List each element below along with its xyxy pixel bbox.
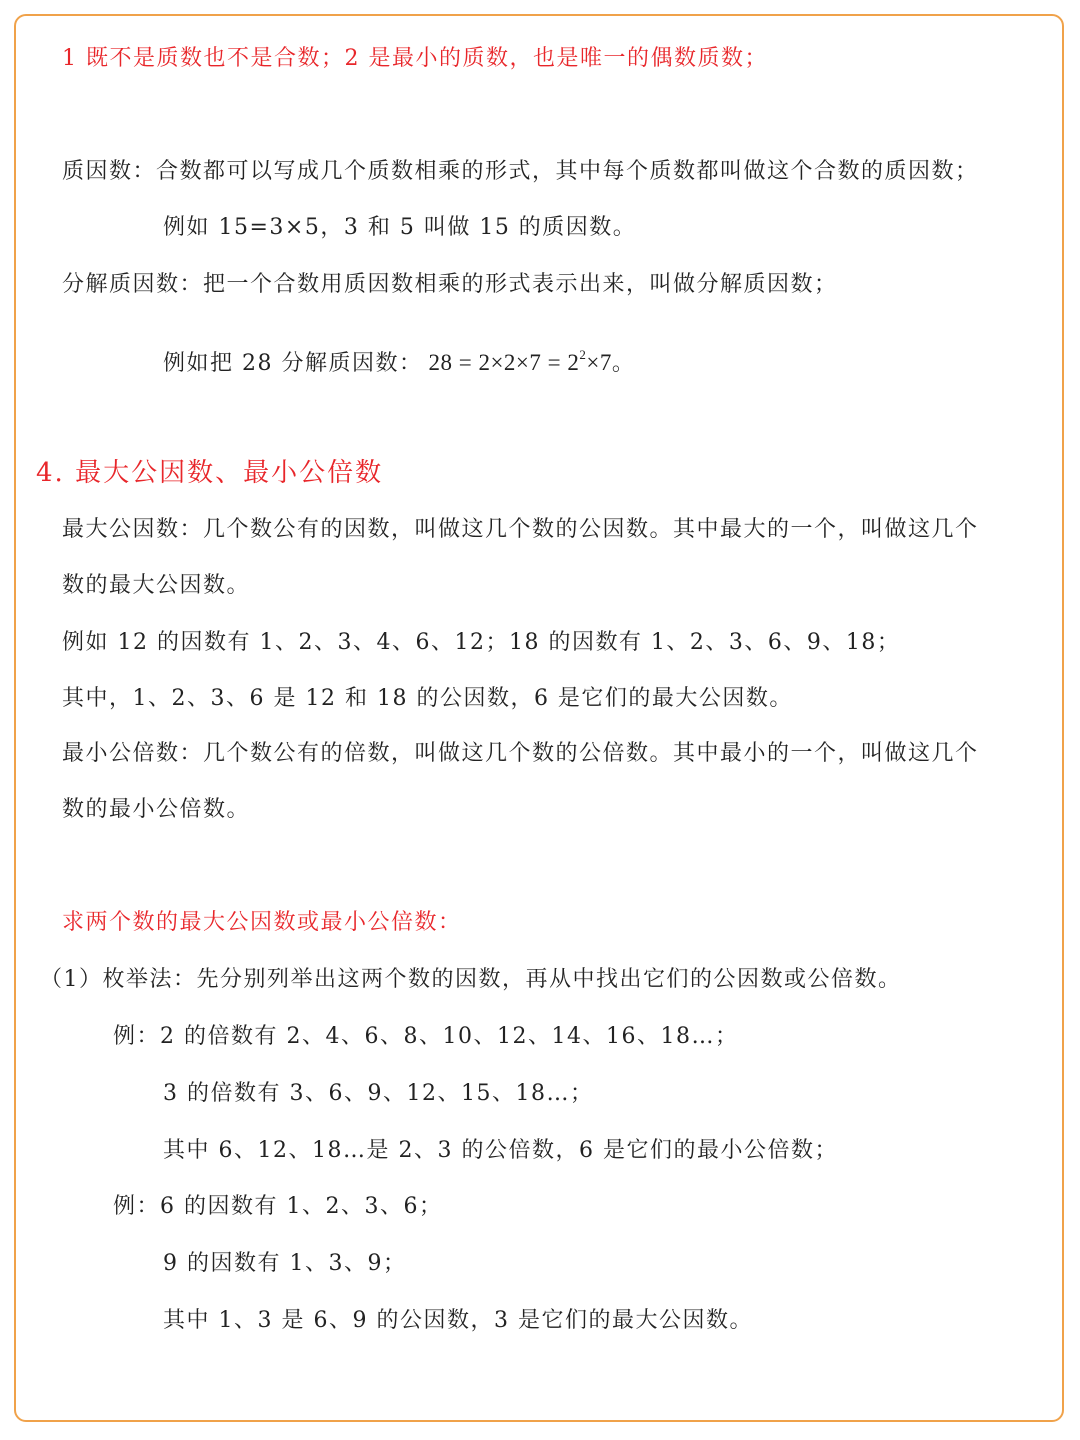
example-2-line-1: 例：6 的因数有 1、2、3、6； [113, 1194, 443, 1219]
example-1-line-3: 其中 6、12、18…是 2、3 的公倍数，6 是它们的最小公倍数； [163, 1138, 838, 1163]
gcf-example-line-1: 例如 12 的因数有 1、2、3、4、6、12；18 的因数有 1、2、3、6、9、18； [62, 630, 901, 655]
factorization-definition: 分解质因数：把一个合数用质因数相乘的形式表示出来，叫做分解质因数； [62, 272, 838, 297]
factorization-formula: $28 = 2\times 2\times 7 = 2^2\times 7$ [428, 347, 612, 375]
intro-line: 1 既不是质数也不是合数；2 是最小的质数，也是唯一的偶数质数； [62, 46, 768, 71]
example-2-line-2: 9 的因数有 1、3、9； [163, 1251, 407, 1276]
example-1-line-1: 例：2 的倍数有 2、4、6、8、10、12、14、16、18…； [113, 1024, 739, 1049]
gcf-definition-line-1: 最大公因数：几个数公有的因数，叫做这几个数的公因数。其中最大的一个，叫做这几个 [62, 517, 979, 542]
enumeration-method: （1）枚举法：先分别列举出这两个数的因数，再从中找出它们的公因数或公倍数。 [40, 967, 902, 992]
lcm-definition-line-2: 数的最小公倍数。 [62, 797, 251, 822]
formula-exponent: 2 [579, 347, 587, 362]
gcf-definition-line-2: 数的最大公因数。 [62, 573, 251, 598]
factorization-example: 例如把 28 分解质因数： $28 = 2\times 2\times 7 = 2^2\times 7$。 [163, 347, 636, 376]
gcf-example-line-2: 其中，1、2、3、6 是 12 和 18 的公因数，6 是它们的最大公因数。 [62, 686, 793, 711]
example-1-line-2: 3 的倍数有 3、6、9、12、15、18…； [163, 1081, 594, 1106]
methods-heading: 求两个数的最大公因数或最小公倍数： [62, 910, 462, 935]
example-2-line-3: 其中 1、3 是 6、9 的公因数，3 是它们的最大公因数。 [163, 1308, 753, 1333]
factorization-example-label: 例如把 28 分解质因数： [163, 351, 423, 376]
prime-factor-definition: 质因数：合数都可以写成几个质数相乘的形式，其中每个质数都叫做这个合数的质因数； [62, 159, 979, 184]
lcm-definition-line-1: 最小公倍数：几个数公有的倍数，叫做这几个数的公倍数。其中最小的一个，叫做这几个 [62, 741, 979, 766]
section-4-heading: 4. 最大公因数、最小公倍数 [36, 458, 384, 488]
prime-factor-example: 例如 15=3×5，3 和 5 叫做 15 的质因数。 [163, 215, 637, 240]
